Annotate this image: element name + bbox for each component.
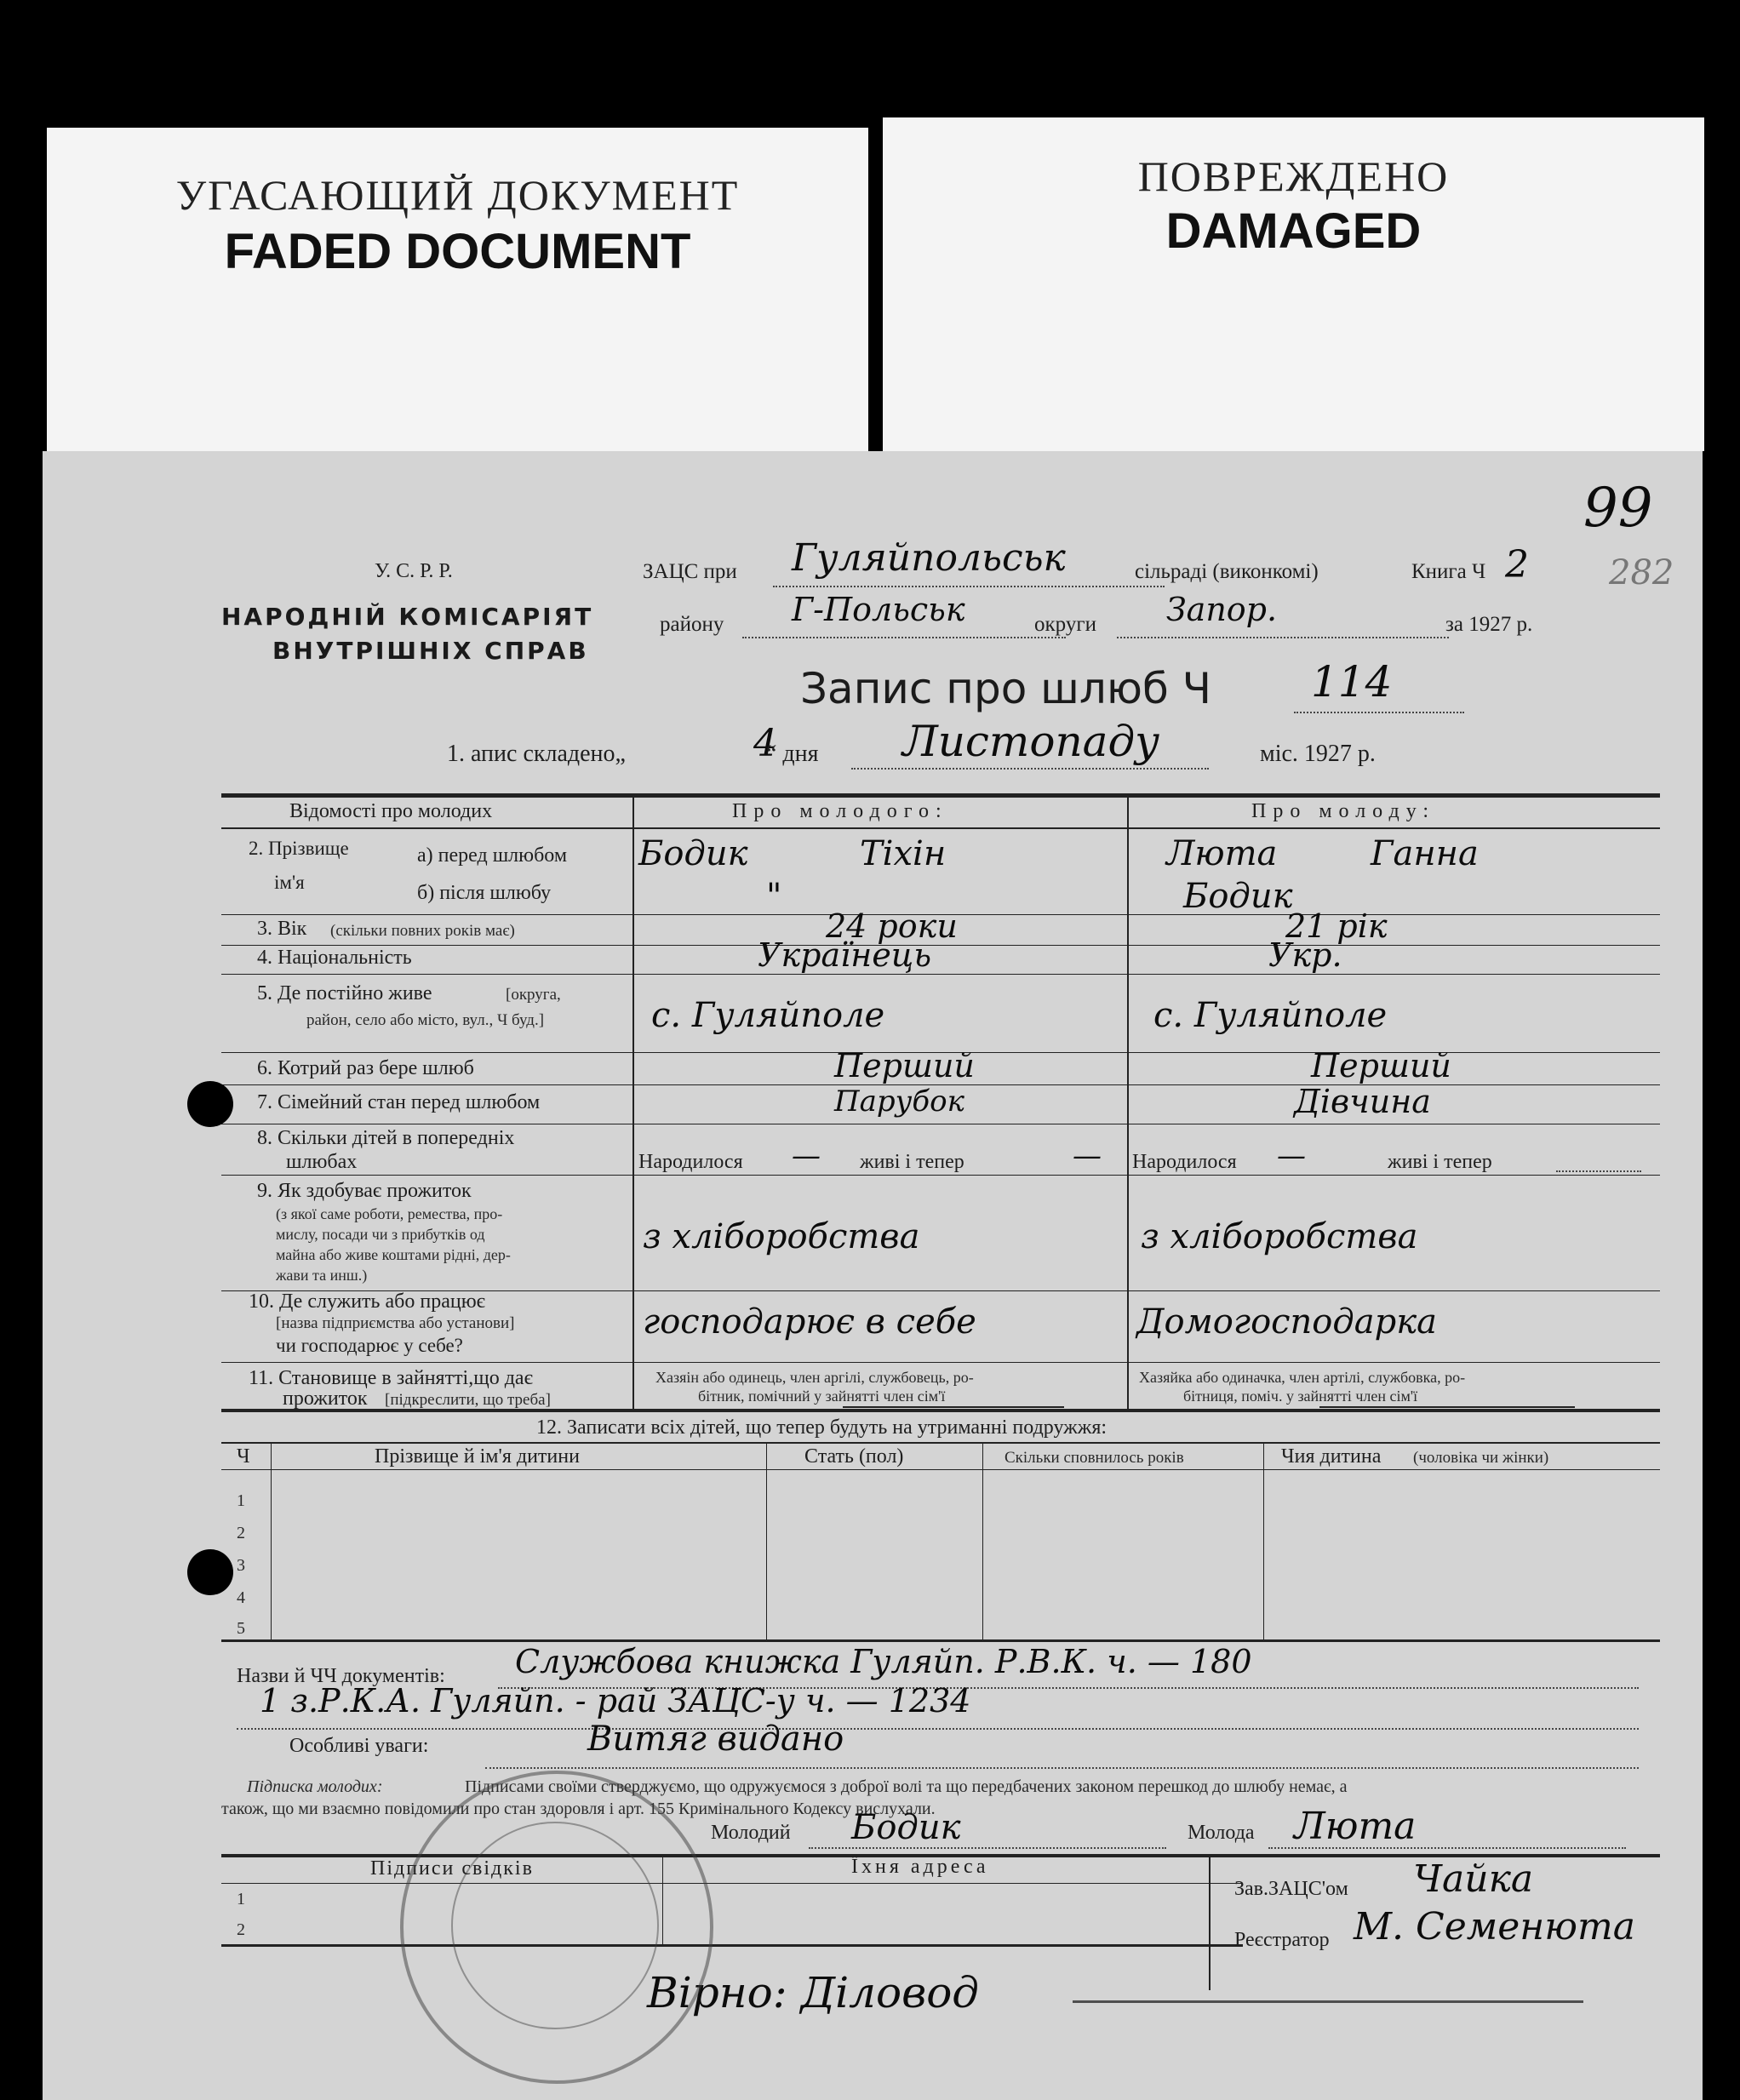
row-4-label: 4. Національність	[257, 947, 412, 969]
district-value: Г-Польськ	[792, 591, 965, 628]
witness-table-header	[221, 1883, 1243, 1884]
commissariat-line-2: ВНУТРІШНІХ СПРАВ	[272, 637, 589, 665]
row-11-label-b: прожиток	[283, 1388, 368, 1410]
groom-children-born: —	[792, 1139, 821, 1173]
children-col-divider	[1263, 1442, 1264, 1639]
compiled-day: 4	[753, 722, 777, 765]
bride-signature: Люта	[1294, 1805, 1417, 1848]
row-9-note-2: мислу, посади чи з прибутків од	[276, 1226, 485, 1243]
col-header-groom: Про молодого:	[732, 800, 948, 822]
groom-status-options-2: бітник, помічний у зайнятті член сім'ї	[698, 1388, 946, 1405]
faded-notice-ru: УГАСАЮЩИЙ ДОКУМЕНТ	[175, 171, 740, 219]
groom-surname: Бодик	[638, 834, 748, 873]
groom-born-label: Народилося	[638, 1151, 743, 1173]
groom-alive-label: живі і тепер	[860, 1151, 964, 1173]
statement-title: Підписка молодих:	[247, 1777, 383, 1796]
selrada-label: сільраді (виконкомі)	[1135, 560, 1319, 583]
notes-underline	[485, 1767, 1639, 1769]
row-sep	[221, 974, 1660, 975]
compiled-day-suffix: “ дня	[766, 741, 819, 767]
row-3-label: 3. Вік	[257, 918, 307, 940]
row-8-label: 8. Скільки дітей в попередніх	[257, 1127, 515, 1149]
children-row-2: 2	[237, 1524, 245, 1542]
table-col-divider-1	[632, 793, 634, 1410]
ussr-label: У. С. Р. Р.	[375, 560, 453, 582]
record-number: 114	[1311, 657, 1393, 707]
groom-times: Перший	[834, 1047, 975, 1084]
row-7-label: 7. Сімейний стан перед шлюбом	[257, 1091, 541, 1113]
bride-name: Ганна	[1371, 834, 1479, 873]
groom-age: 24 роки	[826, 907, 958, 945]
faded-notice-en: FADED DOCUMENT	[224, 224, 691, 279]
bride-surname-after: Бодик	[1183, 877, 1293, 916]
district-label: району	[660, 613, 724, 636]
statement-line-2: також, що ми взаємно повідомили про стан здоровля і арт. 155 Кримінального Кодексу вислухали.	[221, 1800, 936, 1818]
table-top-border	[221, 793, 1660, 798]
row-11-note: [підкреслити, що треба]	[385, 1391, 551, 1409]
row-sep	[221, 1362, 1660, 1363]
witness-col-divider-right	[1209, 1854, 1211, 1990]
damaged-notice-ru: ПОВРЕЖДЕНО	[1137, 152, 1450, 200]
children-col-whose-note: (чоловіка чи жінки)	[1413, 1449, 1549, 1467]
groom-income: з хліборобства	[643, 1217, 920, 1256]
table-header-border	[221, 827, 1660, 829]
children-col-num: Ч	[237, 1445, 250, 1468]
row-6-label: 6. Котрий раз бере шлюб	[257, 1057, 474, 1079]
damaged-card	[883, 117, 1704, 451]
registrar-label: Реєстратор	[1234, 1929, 1330, 1951]
bride-signature-underline	[1268, 1847, 1626, 1849]
children-table-header-border	[221, 1469, 1660, 1470]
row-2-name: ім'я	[274, 872, 305, 893]
documents-line-2: 1 з.Р.К.А. Гуляйп. - рай ЗАЦС-у ч. — 1234	[260, 1682, 971, 1719]
faded-document-card	[47, 128, 868, 451]
groom-family-status: Парубок	[834, 1084, 964, 1119]
district-underline	[742, 637, 1066, 638]
address-label: Їхня адреса	[851, 1856, 989, 1878]
zags-underline	[773, 586, 1165, 587]
row-sep	[221, 945, 1660, 946]
bride-status-options-2: бітниця, поміч. у зайнятті член сім'ї	[1183, 1388, 1418, 1405]
compiled-month: Листопаду	[902, 717, 1160, 766]
binder-hole-bottom	[187, 1549, 233, 1595]
children-heading: 12. Записати всіх дітей, що тепер будуть на утриманні подружжя:	[536, 1416, 1108, 1439]
groom-signature-underline	[809, 1847, 1166, 1849]
row-2-label: 2. Прізвище	[249, 838, 349, 859]
bride-surname: Люта	[1166, 834, 1278, 873]
groom-surname-after: "	[766, 877, 782, 916]
children-col-whose: Чия дитина	[1281, 1445, 1382, 1468]
notes-value: Витяг видано	[587, 1719, 844, 1759]
okrug-underline	[1117, 637, 1449, 638]
bride-residence: с. Гуляйполе	[1153, 996, 1388, 1035]
groom-work: господарює в себе	[643, 1302, 976, 1342]
okrug-value: Запор.	[1166, 591, 1278, 628]
row-2b-label: б) після шлюбу	[417, 882, 552, 904]
okrug-label: округи	[1034, 613, 1096, 636]
bride-children-born: —	[1277, 1139, 1306, 1173]
bride-signature-label: Молода	[1188, 1822, 1255, 1844]
archive-number: 282	[1609, 553, 1674, 592]
groom-signature-label: Молодий	[711, 1822, 791, 1844]
row-5-note-2: район, село або місто, вул., Ч буд.]	[306, 1011, 545, 1029]
children-col-sex: Стать (пол)	[804, 1445, 904, 1468]
bride-work: Домогосподарка	[1136, 1302, 1437, 1342]
row-11-label: 11. Становище в зайнятті,що дає	[249, 1367, 533, 1389]
status-underline-bride	[1319, 1406, 1575, 1408]
witness-row-2: 2	[237, 1920, 245, 1939]
bride-born-label: Народилося	[1132, 1151, 1237, 1173]
bride-age: 21 рік	[1285, 907, 1388, 945]
zags-value: Гуляйпольськ	[792, 536, 1066, 580]
bride-alive-label: живі і тепер	[1388, 1151, 1492, 1173]
col-header-bride: Про молоду:	[1251, 800, 1436, 822]
damaged-notice-en: DAMAGED	[1165, 203, 1422, 259]
registrar-signature: М. Семенюта	[1354, 1905, 1635, 1948]
groom-residence: с. Гуляйполе	[651, 996, 885, 1035]
row-9-note-4: жави та инш.)	[276, 1267, 368, 1284]
row-10-note-2: чи господарює у себе?	[276, 1335, 463, 1356]
record-title: Запис про шлюб Ч	[800, 664, 1211, 713]
head-signature: Чайка	[1413, 1857, 1534, 1901]
witnesses-label: Підписи свідків	[370, 1857, 534, 1880]
children-row-1: 1	[237, 1491, 245, 1510]
children-table-bottom	[221, 1639, 1660, 1642]
row-5-label: 5. Де постійно живе	[257, 982, 432, 1004]
witness-table-bottom	[221, 1944, 1243, 1947]
bride-alive-underline	[1556, 1170, 1641, 1172]
book-value: 2	[1505, 543, 1529, 587]
table-col-divider-2	[1127, 793, 1129, 1410]
page-number: 99	[1583, 477, 1653, 540]
children-col-age: Скільки сповнилось років	[1005, 1449, 1184, 1467]
children-col-divider	[271, 1442, 272, 1639]
row-9-note-1: (з якої саме роботи, ремества, про-	[276, 1205, 503, 1222]
compiled-month-underline	[851, 768, 1209, 770]
bride-times: Перший	[1311, 1047, 1451, 1084]
row-sep	[221, 1175, 1660, 1176]
children-row-5: 5	[237, 1619, 245, 1638]
bride-status-options-1: Хазяйка або одиначка, член артілі, службовка, ро-	[1139, 1369, 1466, 1386]
compiled-suffix: міс. 1927 р.	[1260, 741, 1376, 767]
documents-line-1: Службова книжка Гуляйп. Р.В.К. ч. — 180	[515, 1643, 1252, 1680]
row-10-label: 10. Де служить або працює	[249, 1290, 485, 1313]
children-col-name: Прізвище й ім'я дитини	[375, 1445, 580, 1468]
groom-name: Тіхін	[860, 834, 947, 873]
record-number-underline	[1294, 712, 1464, 713]
children-row-4: 4	[237, 1588, 245, 1607]
children-table-top	[221, 1442, 1660, 1444]
status-underline-groom	[843, 1406, 1064, 1408]
book-label: Книга Ч	[1411, 560, 1486, 583]
groom-status-options-1: Хазяін або одинець, член аргілі, службовець, ро-	[655, 1369, 974, 1386]
row-9-label: 9. Як здобуває прожиток	[257, 1180, 472, 1202]
certified-scribble	[1073, 2000, 1583, 2003]
year-label: за 1927 р.	[1445, 613, 1533, 636]
head-label: Зав.ЗАЦС'ом	[1234, 1878, 1348, 1900]
compiled-prefix: 1. апис складено„	[447, 741, 626, 767]
bride-income: з хліборобства	[1141, 1217, 1418, 1256]
row-8-label-b: шлюбах	[286, 1151, 358, 1173]
binder-hole-top	[187, 1081, 233, 1127]
official-seal-inner	[451, 1822, 659, 2029]
children-row-3: 3	[237, 1556, 245, 1575]
zags-label: ЗАЦС при	[643, 560, 737, 583]
notes-label: Особливі уваги:	[289, 1735, 429, 1757]
documents-underline-2	[237, 1728, 1639, 1730]
row-9-note-3: майна або живе коштами рідні, дер-	[276, 1246, 511, 1263]
row-10-note-1: [назва підприємства або установи]	[276, 1314, 515, 1332]
statement-line-1: Підписами своїми стверджуємо, що одружуємося з доброї волі та що передбачених законом перешкод до шлюбу немає, а	[465, 1777, 1348, 1796]
children-col-divider	[982, 1442, 983, 1639]
children-col-divider	[766, 1442, 767, 1639]
row-2a-label: а) перед шлюбом	[417, 844, 568, 867]
bride-nationality: Укр.	[1268, 936, 1342, 974]
commissariat-line-1: НАРОДНІЙ КОМІСАРІЯТ	[221, 603, 594, 631]
row-3-note: (скільки повних років має)	[330, 922, 515, 940]
groom-nationality: Українець	[758, 936, 932, 974]
marriage-record-form	[43, 451, 1703, 2100]
row-5-note-1: [округа,	[506, 986, 561, 1004]
groom-signature: Бодик	[851, 1808, 961, 1847]
documents-label: Назви й ЧЧ документів:	[237, 1665, 445, 1687]
groom-children-alive: —	[1073, 1139, 1102, 1173]
witness-row-1: 1	[237, 1890, 245, 1908]
certified-note: Вірно: Діловод	[647, 1968, 979, 2017]
bride-family-status: Дівчина	[1294, 1083, 1431, 1120]
col-header-info: Відомості про молодих	[289, 800, 493, 822]
